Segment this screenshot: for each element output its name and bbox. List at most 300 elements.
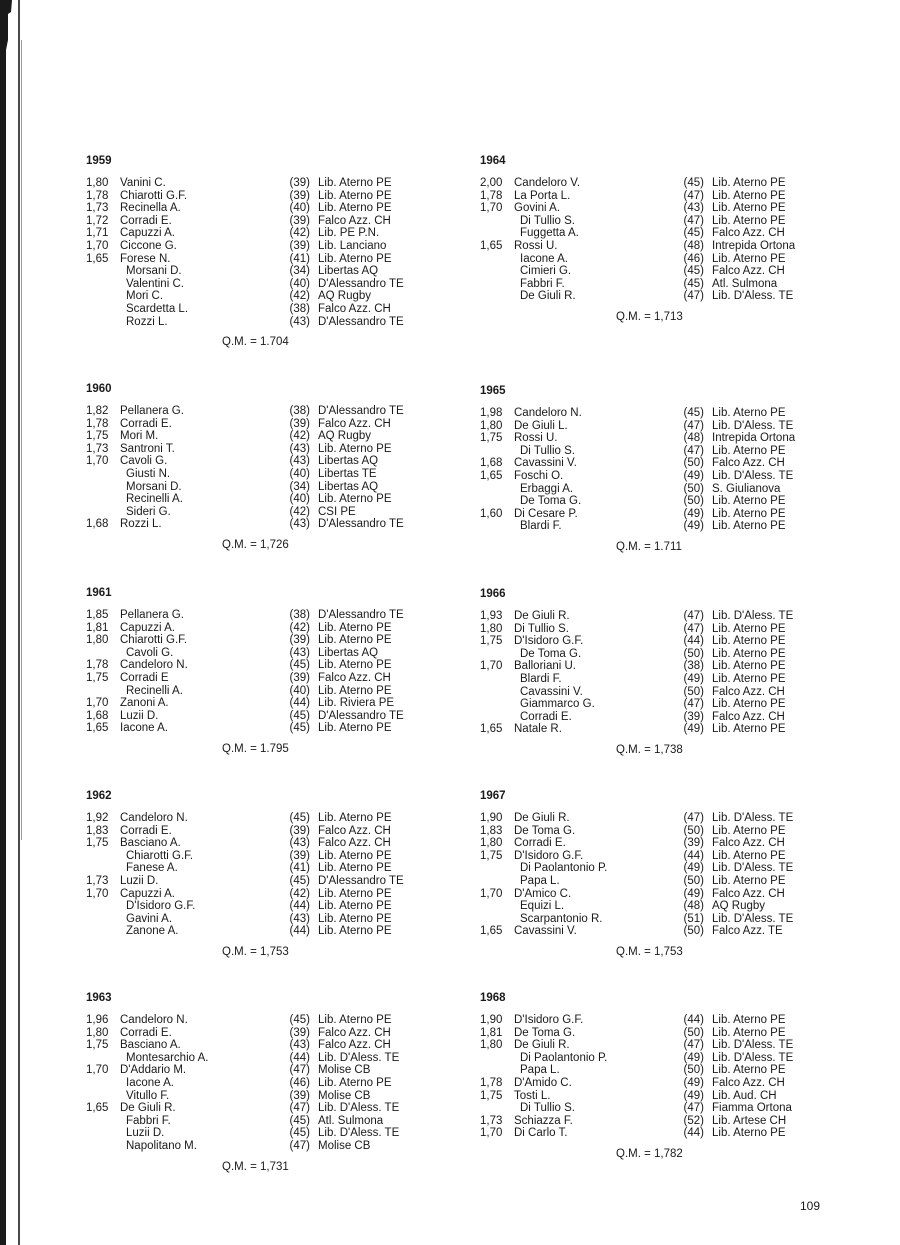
club-name: Falco Azz. CH (318, 837, 391, 850)
athlete-name: Govini A. (514, 202, 561, 215)
birth-year: (34) (289, 265, 310, 278)
ranking-row (86, 812, 486, 825)
club-name: Falco Azz. CH (318, 671, 391, 684)
height-value: 1,78 (480, 1076, 503, 1089)
club-name: Intrepida Ortona (712, 432, 796, 445)
club-name: Falco Azz. CH (318, 1039, 391, 1052)
athlete-name: Giusti N. (126, 467, 171, 480)
birth-year: (49) (683, 887, 704, 900)
ranking-row (86, 837, 486, 850)
club-name: Libertas AQ (318, 455, 379, 468)
athlete-name: De Giuli R. (120, 1102, 176, 1115)
average-value: 1.704 (260, 336, 289, 349)
birth-year: (38) (289, 609, 310, 621)
ranking-row (86, 647, 486, 660)
ranking-row (86, 659, 486, 672)
ranking-row (480, 470, 880, 483)
athlete-name: Chiarotti G.F. (120, 189, 188, 202)
ranking-row (480, 202, 880, 215)
ranking-list (480, 177, 880, 303)
birth-year: (49) (683, 862, 704, 875)
birth-year: (47) (683, 189, 704, 202)
ranking-row (86, 722, 486, 735)
athlete-name: De Giuli R. (514, 610, 570, 622)
height-value: 1,72 (86, 214, 109, 227)
club-name: Lib. Aterno PE (712, 622, 786, 635)
height-value: 1,70 (86, 455, 109, 468)
average-label: Q.M. = (222, 539, 257, 551)
ranking-row (480, 190, 880, 203)
athlete-name: Giammarco G. (520, 698, 595, 711)
ranking-row (480, 900, 880, 913)
average-label: Q.M. = (616, 541, 651, 553)
birth-year: (39) (289, 634, 310, 647)
ranking-row (480, 660, 880, 673)
club-name: D'Alessandro TE (318, 405, 404, 417)
birth-year: (43) (289, 1039, 310, 1052)
ranking-row (480, 1052, 880, 1065)
height-value: 1,73 (86, 202, 109, 215)
height-value: 1,80 (480, 1039, 503, 1052)
ranking-list (86, 177, 486, 328)
height-value: 1,80 (86, 634, 109, 647)
average-label: Q.M. = (616, 311, 651, 323)
average-label: Q.M. = (222, 336, 257, 349)
ranking-row (480, 290, 880, 303)
birth-year: (42) (289, 290, 310, 303)
height-value: 1,83 (480, 824, 503, 837)
athlete-name: Zanone A. (126, 925, 179, 938)
height-value: 1,70 (86, 1064, 109, 1077)
ranking-row (480, 1127, 880, 1140)
average-height (222, 1161, 289, 1173)
ranking-row (86, 290, 486, 303)
birth-year: (42) (289, 505, 310, 518)
ranking-row (480, 925, 880, 938)
birth-year: (44) (683, 1127, 704, 1140)
height-value: 1,65 (480, 469, 503, 482)
athlete-name: Fuggetta A. (520, 227, 579, 240)
birth-year: (47) (289, 1139, 310, 1152)
ranking-list (480, 407, 880, 533)
birth-year: (47) (289, 1064, 310, 1077)
athlete-name: Basciano A. (120, 1039, 181, 1052)
year-heading: 1960 (86, 383, 112, 395)
birth-year: (45) (683, 177, 704, 189)
athlete-name: Candeloro N. (120, 659, 188, 672)
athlete-name: Corradi E. (120, 1026, 172, 1039)
birth-year: (38) (683, 660, 704, 673)
birth-year: (50) (683, 685, 704, 698)
athlete-name: D'Isidoro G.F. (126, 900, 196, 913)
ranking-row (86, 925, 486, 938)
athlete-name: D'Isidoro G.F. (514, 635, 584, 648)
athlete-name: De Giuli R. (520, 290, 576, 303)
height-value: 1,75 (86, 430, 109, 443)
birth-year: (45) (289, 659, 310, 672)
year-heading: 1961 (86, 587, 112, 599)
ranking-list (480, 812, 880, 938)
height-value: 1,65 (86, 722, 109, 735)
average-value: 1,753 (654, 946, 683, 958)
birth-year: (47) (683, 1039, 704, 1052)
athlete-name: Luzii D. (126, 1127, 165, 1140)
ranking-row (86, 888, 486, 901)
club-name: Falco Azz. CH (318, 824, 391, 837)
club-name: Lib. Aterno PE (712, 495, 786, 508)
ranking-row (480, 520, 880, 533)
ranking-row (86, 1140, 486, 1153)
average-height (616, 946, 683, 958)
birth-year: (43) (289, 315, 310, 328)
birth-year: (49) (683, 723, 704, 736)
height-value: 1,81 (86, 621, 109, 634)
athlete-name: Rossi U. (514, 432, 558, 445)
athlete-name: Equizi L. (520, 900, 565, 913)
athlete-name: D'Addario M. (120, 1064, 187, 1077)
ranking-row (480, 483, 880, 496)
birth-year: (45) (683, 227, 704, 240)
birth-year: (45) (289, 812, 310, 824)
birth-year: (47) (683, 290, 704, 303)
club-name: Lib. Aterno PE (318, 442, 392, 455)
club-name: Molise CB (318, 1139, 371, 1152)
birth-year: (49) (683, 507, 704, 520)
club-name: Lib. Aterno PE (318, 621, 392, 634)
athlete-name: Tosti L. (514, 1089, 551, 1102)
ranking-row (86, 1027, 486, 1040)
athlete-name: De Toma G. (520, 495, 582, 508)
club-name: CSI PE (318, 505, 356, 518)
year-heading: 1962 (86, 790, 112, 802)
ranking-row (480, 673, 880, 686)
club-name: Lib. D'Aless. TE (318, 1051, 400, 1064)
athlete-name: Chiarotti G.F. (120, 634, 188, 647)
athlete-name: Cavassini V. (514, 925, 577, 938)
club-name: D'Alessandro TE (318, 518, 404, 531)
height-value: 1,80 (480, 837, 503, 850)
birth-year: (50) (683, 482, 704, 495)
athlete-name: Forese N. (120, 252, 171, 265)
height-value: 1,78 (86, 189, 109, 202)
club-name: Lib. Aterno PE (712, 635, 786, 648)
club-name: Falco Azz. CH (318, 214, 391, 227)
ranking-row (86, 622, 486, 635)
height-value: 1,71 (86, 227, 109, 240)
birth-year: (49) (683, 1089, 704, 1102)
birth-year: (38) (289, 302, 310, 315)
club-name: AQ Rugby (318, 430, 372, 443)
club-name: Lib. Aterno PE (318, 684, 392, 697)
club-name: Falco Azz. CH (712, 837, 785, 850)
ranking-row (86, 862, 486, 875)
club-name: Falco Azz. CH (712, 1076, 785, 1089)
ranking-row (86, 1077, 486, 1090)
athlete-name: Di Tullio S. (520, 214, 575, 227)
athlete-name: Napolitano M. (126, 1139, 197, 1152)
birth-year: (39) (289, 849, 310, 862)
ranking-row (86, 1039, 486, 1052)
ranking-list (86, 1014, 486, 1153)
club-name: S. Giulianova (712, 482, 781, 495)
athlete-name: Valentini C. (126, 277, 184, 290)
athlete-name: Foschi O. (514, 469, 564, 482)
club-name: Lib. Artese CH (712, 1114, 787, 1127)
birth-year: (43) (289, 455, 310, 468)
ranking-row (480, 623, 880, 636)
birth-year: (43) (289, 518, 310, 531)
birth-year: (45) (289, 709, 310, 722)
ranking-row (86, 685, 486, 698)
height-value: 1,70 (86, 697, 109, 710)
height-value: 1,70 (86, 887, 109, 900)
athlete-name: Pellanera G. (120, 405, 184, 417)
birth-year: (42) (289, 227, 310, 240)
athlete-name: Ciccone G. (120, 239, 177, 252)
athlete-name: Basciano A. (120, 837, 181, 850)
athlete-name: Papa L. (520, 874, 560, 887)
year-heading: 1964 (480, 155, 506, 167)
ranking-row (480, 862, 880, 875)
ranking-row (480, 686, 880, 699)
ranking-row (86, 1127, 486, 1140)
athlete-name: Fabbri F. (126, 1114, 171, 1127)
athlete-name: Morsani D. (126, 480, 182, 493)
club-name: Falco Azz. CH (712, 265, 785, 278)
average-value: 1,753 (260, 946, 289, 958)
height-value: 1,80 (86, 177, 109, 189)
ranking-row (480, 1077, 880, 1090)
height-value: 1,65 (480, 239, 503, 252)
club-name: D'Alessandro TE (318, 874, 404, 887)
athlete-name: Iacone A. (126, 1076, 174, 1089)
height-value: 2,00 (480, 177, 503, 189)
birth-year: (41) (289, 862, 310, 875)
birth-year: (39) (289, 824, 310, 837)
club-name: Lib. Aterno PE (712, 520, 786, 533)
birth-year: (49) (683, 520, 704, 533)
club-name: Lib. Aterno PE (712, 507, 786, 520)
athlete-name: Candeloro N. (120, 812, 188, 824)
athlete-name: Sideri G. (126, 505, 171, 518)
ranking-row (480, 837, 880, 850)
birth-year: (38) (289, 405, 310, 417)
athlete-name: Cavassini V. (514, 457, 577, 470)
birth-year: (44) (289, 925, 310, 938)
club-name: Lib. Aterno PE (712, 189, 786, 202)
birth-year: (46) (683, 252, 704, 265)
club-name: Lib. PE P.N. (318, 227, 380, 240)
birth-year: (43) (289, 912, 310, 925)
ranking-row (86, 710, 486, 723)
athlete-name: Capuzzi A. (120, 887, 175, 900)
birth-year: (39) (289, 1026, 310, 1039)
birth-year: (40) (289, 277, 310, 290)
club-name: Lib. Aterno PE (318, 1076, 392, 1089)
club-name: Lib. Aterno PE (318, 189, 392, 202)
club-name: Lib. D'Aless. TE (712, 290, 794, 303)
ranking-row (86, 177, 486, 190)
height-value: 1,73 (86, 874, 109, 887)
athlete-name: Vitullo F. (126, 1089, 170, 1102)
birth-year: (49) (683, 1076, 704, 1089)
birth-year: (49) (683, 469, 704, 482)
birth-year: (39) (683, 837, 704, 850)
height-value: 1,70 (480, 660, 503, 673)
average-label: Q.M. = (616, 744, 651, 756)
athlete-name: Montesarchio A. (126, 1051, 209, 1064)
club-name: Lib. Aterno PE (318, 634, 392, 647)
club-name: Lib. Aterno PE (712, 824, 786, 837)
average-height (222, 336, 289, 348)
club-name: Lib. Aterno PE (318, 202, 392, 215)
club-name: Falco Azz. CH (712, 227, 785, 240)
ranking-row (86, 227, 486, 240)
club-name: Lib. Riviera PE (318, 697, 395, 710)
birth-year: (39) (289, 177, 310, 189)
athlete-name: Schiazza F. (514, 1114, 573, 1127)
club-name: Lib. Aterno PE (712, 698, 786, 711)
club-name: Lib. Aterno PE (712, 1026, 786, 1039)
height-value: 1,92 (86, 812, 109, 824)
ranking-list (480, 610, 880, 736)
ranking-row (86, 215, 486, 228)
height-value: 1,80 (480, 419, 503, 432)
birth-year: (50) (683, 925, 704, 938)
ranking-row (480, 913, 880, 926)
ranking-row (480, 407, 880, 420)
club-name: Lib. Aterno PE (318, 900, 392, 913)
athlete-name: Candeloro N. (120, 1014, 188, 1026)
athlete-name: Iacone A. (520, 252, 568, 265)
average-height (222, 946, 289, 958)
birth-year: (50) (683, 457, 704, 470)
birth-year: (50) (683, 647, 704, 660)
club-name: Lib. Aterno PE (318, 887, 392, 900)
ranking-row (480, 253, 880, 266)
ranking-row (86, 265, 486, 278)
athlete-name: Corradi E. (520, 710, 572, 723)
birth-year: (44) (289, 900, 310, 913)
ranking-row (86, 418, 486, 431)
athlete-name: La Porta L. (514, 189, 571, 202)
birth-year: (42) (289, 621, 310, 634)
height-value: 1,73 (86, 442, 109, 455)
club-name: Libertas AQ (318, 646, 379, 659)
club-name: Lib. Aterno PE (712, 202, 786, 215)
ranking-row (86, 303, 486, 316)
athlete-name: Capuzzi A. (120, 227, 175, 240)
average-value: 1,726 (260, 539, 289, 551)
birth-year: (39) (289, 239, 310, 252)
athlete-name: Candeloro N. (514, 407, 582, 419)
birth-year: (50) (683, 824, 704, 837)
height-value: 1,83 (86, 824, 109, 837)
club-name: Falco Azz. TE (712, 925, 783, 938)
athlete-name: Chiarotti G.F. (126, 849, 194, 862)
average-label: Q.M. = (222, 946, 257, 958)
club-name: Libertas TE (318, 467, 377, 480)
athlete-name: Di Tullio S. (520, 444, 575, 457)
athlete-name: Cavoli G. (120, 455, 168, 468)
ranking-row (86, 455, 486, 468)
athlete-name: Di Cesare P. (514, 507, 578, 520)
ranking-row (480, 875, 880, 888)
average-label: Q.M. = (222, 1160, 257, 1173)
club-name: Atl. Sulmona (712, 277, 778, 290)
ranking-row (480, 265, 880, 278)
birth-year: (43) (289, 442, 310, 455)
club-name: Lib. Aterno PE (318, 925, 392, 938)
ranking-row (480, 1115, 880, 1128)
athlete-name: Rozzi L. (120, 518, 162, 531)
birth-year: (45) (289, 874, 310, 887)
club-name: Intrepida Ortona (712, 239, 796, 252)
club-name: Lib. Aterno PE (318, 862, 392, 875)
ranking-row (480, 1064, 880, 1077)
club-name: Lib. Aterno PE (318, 493, 392, 506)
athlete-name: Corradi E (120, 671, 169, 684)
club-name: Lib. Lanciano (318, 239, 387, 252)
athlete-name: Balloriani U. (514, 660, 576, 673)
athlete-name: De Giuli R. (514, 1039, 570, 1052)
average-height (222, 743, 289, 755)
athlete-name: Corradi E. (120, 214, 172, 227)
birth-year: (45) (683, 407, 704, 419)
athlete-name: D'Amido C. (514, 1076, 572, 1089)
ranking-row (86, 1102, 486, 1115)
ranking-row (86, 900, 486, 913)
club-name: Libertas AQ (318, 480, 379, 493)
birth-year: (46) (289, 1076, 310, 1089)
height-value: 1,81 (480, 1026, 503, 1039)
club-name: Lib. Aterno PE (712, 647, 786, 660)
athlete-name: Cavassini V. (520, 685, 583, 698)
height-value: 1,82 (86, 405, 109, 417)
club-name: Lib. Aterno PE (318, 1014, 392, 1026)
ranking-row (86, 202, 486, 215)
ranking-row (480, 445, 880, 458)
ranking-row (480, 457, 880, 470)
birth-year: (44) (683, 1014, 704, 1026)
athlete-name: Rossi U. (514, 239, 558, 252)
height-value: 1,75 (480, 1089, 503, 1102)
birth-year: (40) (289, 493, 310, 506)
birth-year: (49) (683, 672, 704, 685)
ranking-row (480, 227, 880, 240)
club-name: Lib. Aterno PE (318, 177, 392, 189)
birth-year: (43) (289, 837, 310, 850)
birth-year: (47) (683, 1102, 704, 1115)
birth-year: (47) (683, 610, 704, 622)
birth-year: (39) (289, 1089, 310, 1102)
height-value: 1,65 (86, 252, 109, 265)
average-height (616, 744, 683, 756)
ranking-row (86, 240, 486, 253)
birth-year: (43) (683, 202, 704, 215)
athlete-name: De Giuli R. (514, 812, 570, 824)
ranking-row (86, 518, 486, 531)
average-height (616, 311, 683, 323)
ranking-row (86, 493, 486, 506)
birth-year: (40) (289, 202, 310, 215)
birth-year: (45) (289, 1114, 310, 1127)
birth-year: (47) (683, 622, 704, 635)
page-number: 109 (800, 1199, 821, 1213)
athlete-name: Candeloro V. (514, 177, 581, 189)
athlete-name: Fabbri F. (520, 277, 565, 290)
ranking-row (480, 888, 880, 901)
